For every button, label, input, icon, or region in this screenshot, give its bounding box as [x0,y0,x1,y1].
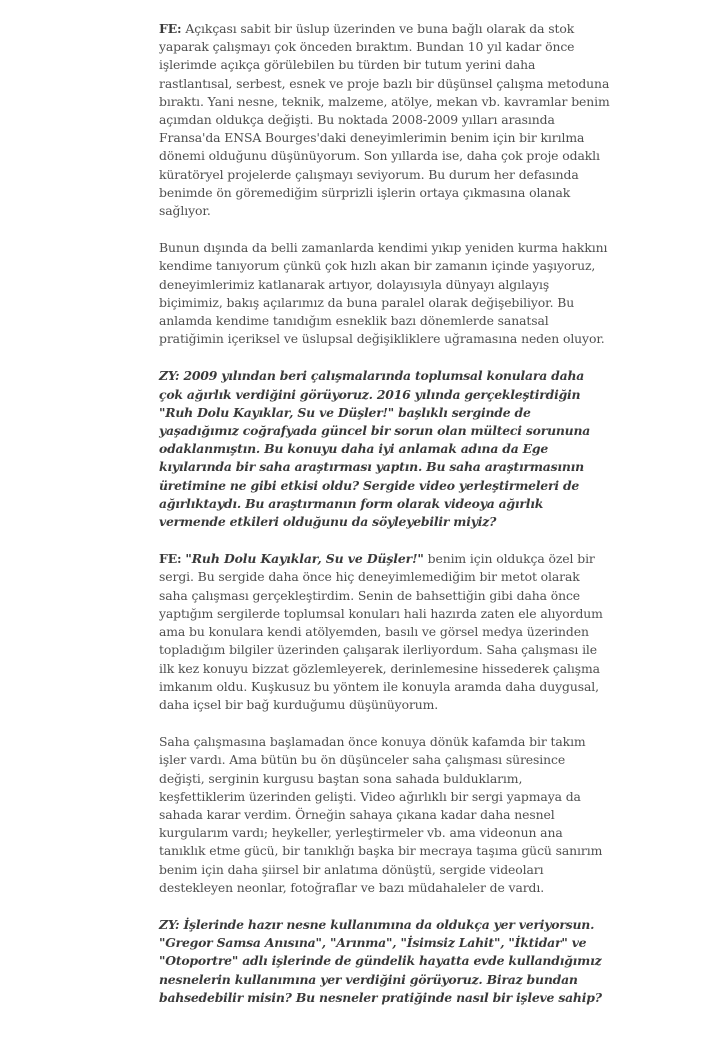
question-text: ZY: 2009 yılından beri çalışmalarında toplumsal konulara daha çok ağırlık verdiğini görüyoruz. 2016 yılında gerçekleştirdiğin "Ruh Dolu Kayıklar, Su ve Düşler!" başlıklı serginde de yaşadığımız coğrafyada güncel bir sorun olan mülteci sorununa odaklanmıştın. Bu konuyu daha iyi anlamak adına da Ege kıyılarında bir saha araştırması yaptın. Bu saha araştırmasının üretimine ne gibi etkisi oldu? Sergide video yerleştirmeleri de ağırlıktaydı. Bu araştırmanın form olarak videoya ağırlık vermende etkileri olduğunu da söyleyebilir miyiz? [159,368,591,530]
answer-text: benim için oldukça özel bir sergi. Bu sergide daha önce hiç deneyimlemediğim bir metot olarak saha çalışması gerçekleştirdim. Senin de bahsettiğin gibi daha önce yaptığım sergilerde toplumsal konuları hali hazırda zaten ele alıyordum ama bu konulara kendi atölyemden, basılı ve görsel medya üzerinden topladığım bilgiler üzerinden çalışarak ilerliyordum. Saha çalışması ile ilk kez konuyu bizzat gözlemleyerek, derinlemesine hissederek çalışma imkanım oldu. Kuşkusuz bu yöntem ile konuyla aramda daha duygusal, daha içsel bir bağ kurduğumu düşünüyorum. [159,551,603,712]
answer-text: Açıkçası sabit bir üslup üzerinden ve buna bağlı olarak da stok yaparak çalışmayı çok önceden bıraktım. Bundan 10 yıl kadar önce işlerimde açıkça görülebilen bu türden bir tutum yerini daha rastlantısal, serbest, esnek ve proje bazlı bir düşünsel çalışma metoduna bıraktı. Yani nesne, teknik, malzeme, atölye, mekan vb. kavramlar benim açımdan oldukça değişti. Bu noktada 2008-2009 yılları arasında Fransa'da ENSA Bourges'daki deneyimlerimin benim için bir kırılma dönemi olduğunu düşünüyorum. Son yıllarda ise, daha çok proje odaklı küratöryel projelerde çalışmayı seviyorum. Bu durum her defasında benimde ön göremediğim sürprizli işlerin ortaya çıkmasına olanak sağlıyor. [159,21,610,219]
answer-text: Saha çalışmasına başlamadan önce konuya dönük kafamda bir takım işler vardı. Ama bütün bu ön düşünceler saha çalışması süresince değişti, serginin kurgusu baştan sona sahada bulduklarım, keşfettiklerim üzerinden gelişti. Video ağırlıklı bir sergi yapmaya da sahada karar verdim. Örneğin sahaya çıkana kadar daha nesnel kurgularım vardı; heykeller, yerleştirmeler vb. ama videonun ana tanıklık etme gücü, bir tanıklığı başka bir mecraya taşıma gücü sanırım benim için daha şiirsel bir anlatıma dönüştü, sergide videoları destekleyen neonlar, fotoğraflar ve bazı müdahaleler de vardı. [159,734,603,895]
question-text: ZY: İşlerinde hazır nesne kullanımına da oldukça yer veriyorsun. "Gregor Samsa Anısına", "Arınma", "İsimsiz Lahit", "İktidar" ve "Otoportre" adlı işlerinde de gündelik hayatta evde kullandığımız nesnelerin kullanımına yer verdiğini görüyoruz. Biraz bundan bahsedebilir misin? Bu nesneler pratiğinde nasıl bir işleve sahip? [159,916,602,1005]
question-paragraph-1 [159,367,611,531]
answer-text: Bunun dışında da belli zamanlarda kendimi yıkıp yeniden kurma hakkını kendime tanıyorum çünkü çok hızlı akan bir zamanın içinde yaşıyoruz, deneyimlerimiz katlanarak artıyor, dolayısıyla dünyayı algılayış biçimimiz, bakış açılarımız da buna paralel olarak değişebiliyor. Bu anlamda kendime tanıdığım esneklik bazı dönemlerde sanatsal pratiğimin içeriksel ve üslupsal değişikliklere uğramasına neden oluyor. [159,240,608,347]
speaker-label: FE: [159,21,182,36]
answer-paragraph-4 [159,733,611,897]
answer-paragraph-1 [159,20,611,220]
answer-paragraph-2 [159,239,611,348]
interview-article [159,20,611,1007]
speaker-label: FE: [159,551,182,567]
exhibition-title: "Ruh Dolu Kayıklar, Su ve Düşler!" [185,551,424,567]
answer-paragraph-3 [159,550,611,714]
question-paragraph-2 [159,916,611,1007]
